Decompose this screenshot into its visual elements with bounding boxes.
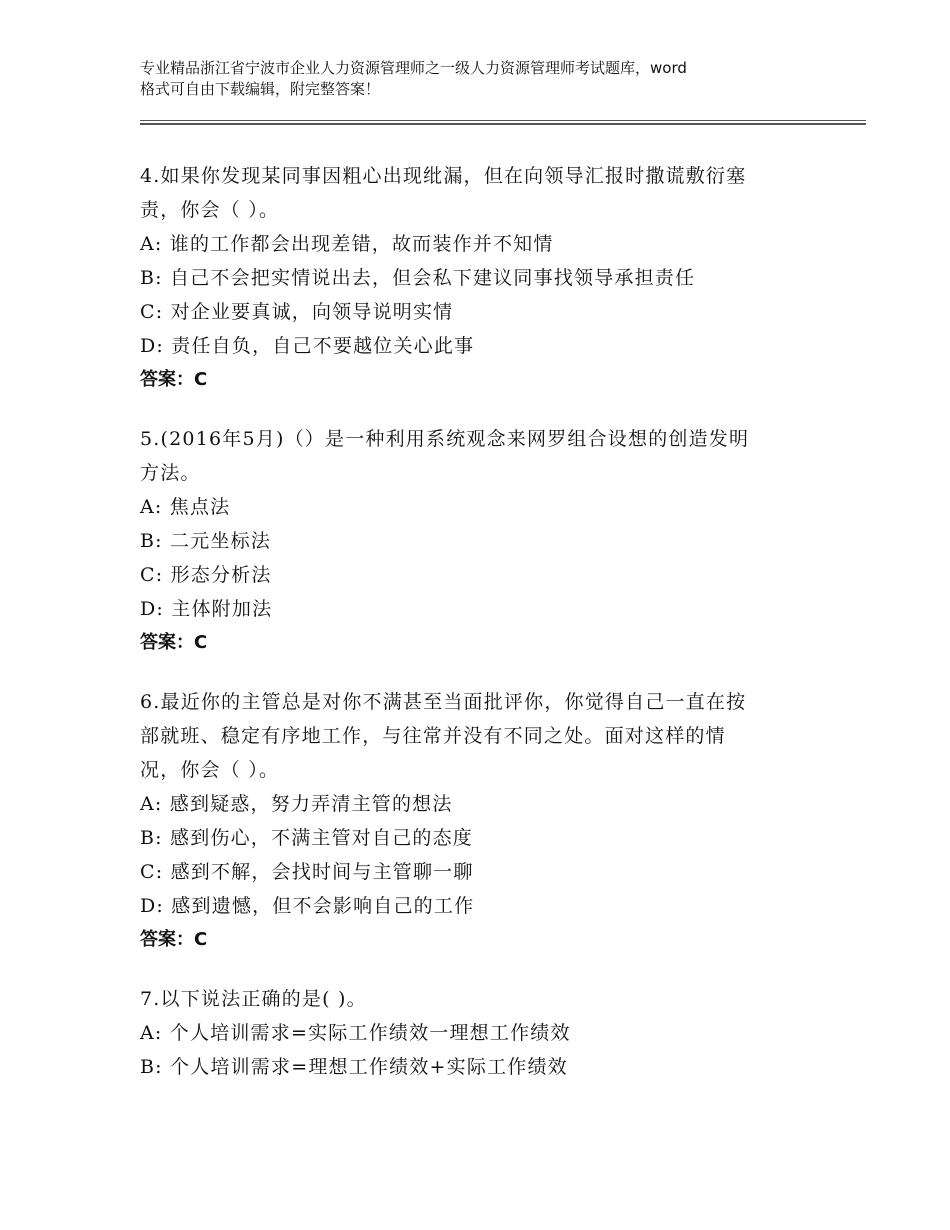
question-stem: 部就班、稳定有序地工作，与往常并没有不同之处。面对这样的情: [140, 725, 726, 747]
option-b: B: 自己不会把实情说出去，但会私下建议同事找领导承担责任: [140, 267, 696, 289]
option-a: A: 个人培训需求=实际工作绩效一理想工作绩效: [140, 1022, 571, 1044]
question-stem: 4.如果你发现某同事因粗心出现纰漏，但在向领导汇报时撒谎敷衍塞: [140, 165, 747, 187]
answer: 答案：C: [140, 369, 208, 390]
header-line-1: 专业精品浙江省宁波市企业人力资源管理师之一级人力资源管理师考试题库，word: [140, 59, 687, 77]
option-d: D: 主体附加法: [140, 598, 273, 620]
option-a: A: 谁的工作都会出现差错，故而装作并不知情: [140, 233, 554, 255]
question-stem: 况，你会（ ）。: [140, 759, 280, 781]
question-7: [140, 982, 820, 1084]
option-a: A: 感到疑惑，努力弄清主管的想法: [140, 793, 453, 815]
option-c: C: 感到不解，会找时间与主管聊一聊: [140, 861, 474, 883]
question-stem: 责，你会（ ）。: [140, 199, 280, 221]
question-stem: 5.(2016年5月)（）是一种利用系统观念来网罗组合设想的创造发明: [140, 428, 750, 450]
question-stem: 6.最近你的主管总是对你不满甚至当面批评你，你觉得自己一直在按: [140, 691, 747, 713]
option-d: D: 感到遗憾，但不会影响自己的工作: [140, 895, 475, 917]
answer: 答案：C: [140, 632, 208, 653]
question-stem: 方法。: [140, 462, 201, 484]
question-6: [140, 685, 820, 957]
document-header: [140, 58, 840, 100]
option-b: B: 感到伤心，不满主管对自己的态度: [140, 827, 474, 849]
option-d: D: 责任自负，自己不要越位关心此事: [140, 335, 475, 357]
question-5: [140, 422, 820, 660]
answer: 答案：C: [140, 929, 208, 950]
option-a: A: 焦点法: [140, 496, 231, 518]
question-list: [140, 159, 820, 1109]
option-b: B: 个人培训需求=理想工作绩效+实际工作绩效: [140, 1056, 568, 1078]
header-line-2: 格式可自由下载编辑，附完整答案！: [140, 80, 381, 98]
option-c: C: 对企业要真诚，向领导说明实情: [140, 301, 454, 323]
header-divider-thin: [140, 120, 866, 121]
header-divider-thick: [140, 123, 866, 125]
question-4: [140, 159, 820, 397]
question-stem: 7.以下说法正确的是( )。: [140, 988, 367, 1010]
option-c: C: 形态分析法: [140, 564, 272, 586]
option-b: B: 二元坐标法: [140, 530, 272, 552]
